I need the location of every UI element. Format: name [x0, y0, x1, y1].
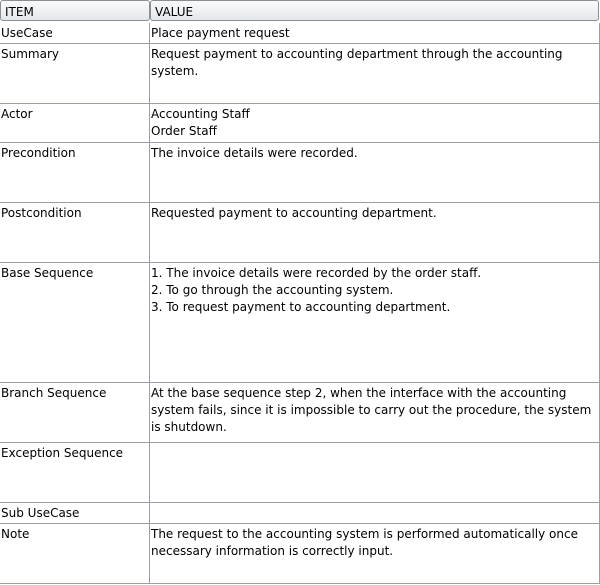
row-item-cell: Sub UseCase [0, 503, 150, 523]
row-item-cell: Precondition [0, 143, 150, 202]
column-header-item[interactable]: ITEM [0, 0, 150, 21]
column-header-value[interactable]: VALUE [150, 0, 599, 21]
row-value-cell: The request to the accounting system is performed automatically once necessary information is correctly input. [150, 524, 600, 583]
row-value-cell: Request payment to accounting department through the accounting system. [150, 44, 600, 103]
table-row-base-sequence[interactable] [0, 263, 600, 383]
row-value-cell: At the base sequence step 2, when the interface with the accounting system fails, since it is impossible to carry out the procedure, the system is shutdown. [150, 383, 600, 442]
row-value-cell [150, 443, 600, 502]
table-row-postcondition[interactable] [0, 203, 600, 263]
table-row-note[interactable] [0, 524, 600, 584]
row-value-cell: Place payment request [150, 23, 600, 43]
table-row-summary[interactable] [0, 44, 600, 104]
table-row-precondition[interactable] [0, 143, 600, 203]
table-row-branch-sequence[interactable] [0, 383, 600, 443]
table-row-actor[interactable] [0, 104, 600, 143]
row-item-cell: UseCase [0, 23, 150, 43]
table-header [0, 0, 600, 23]
table-row-usecase[interactable] [0, 23, 600, 44]
row-item-cell: Summary [0, 44, 150, 103]
row-item-cell: Actor [0, 104, 150, 142]
row-item-cell: Base Sequence [0, 263, 150, 382]
row-value-cell: 1. The invoice details were recorded by the order staff. 2. To go through the accounting system. 3. To request payment to accounting department. [150, 263, 600, 382]
table-row-sub-usecase[interactable] [0, 503, 600, 524]
row-item-cell: Branch Sequence [0, 383, 150, 442]
row-value-cell: Requested payment to accounting department. [150, 203, 600, 262]
row-item-cell: Exception Sequence [0, 443, 150, 502]
row-value-cell [150, 503, 600, 523]
row-item-cell: Postcondition [0, 203, 150, 262]
row-value-cell: The invoice details were recorded. [150, 143, 600, 202]
table-row-exception-sequence[interactable] [0, 443, 600, 503]
row-value-cell: Accounting Staff Order Staff [150, 104, 600, 142]
row-item-cell: Note [0, 524, 150, 583]
